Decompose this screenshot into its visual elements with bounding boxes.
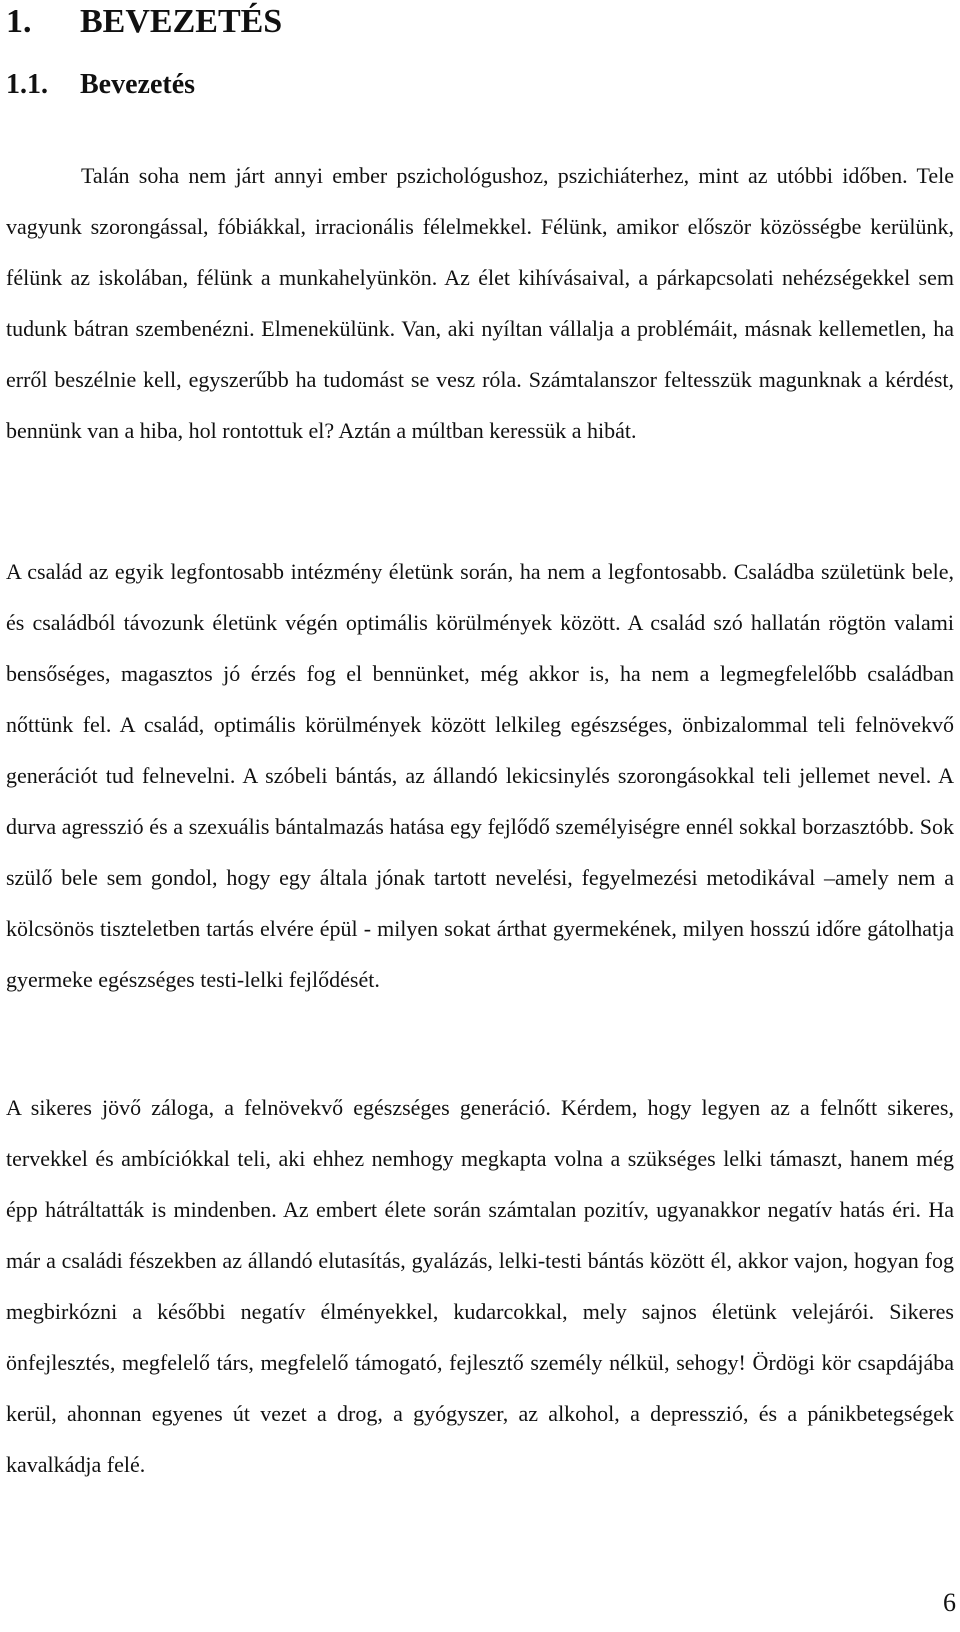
- body-paragraph-2: A család az egyik legfontosabb intézmény életünk során, ha nem a legfontosabb. Családba születünk bele, és családból távozunk életünk végén optimális körülmények között. A család szó hallatán rögtön valami bensőséges, magasztos jó érzés fog el bennünket, még akkor is, ha nem a legmegfelelőbb családban nőttünk fel. A család, optimális körülmények között lelkileg egészséges, önbizalommal teli felnövekvő generációt tud felnevelni. A szóbeli bántás, az állandó lekicsinylés szorongásokkal teli jellemet nevel. A durva agresszió és a szexuális bántalmazás hatása egy fejlődő személyiségre ennél sokkal borzasztóbb. Sok szülő bele sem gondol, hogy egy általa jónak tartott nevelési, fegyelmezési metodikával –amely nem a kölcsönös tiszteletben tartás elvére épül - milyen sokat árthat gyermekének, milyen hosszú időre gátolhatja gyermeke egészséges testi-lelki fejlődését.: [6, 559, 954, 992]
- section-title: Bevezetés: [80, 69, 196, 100]
- chapter-number: 1.: [6, 3, 32, 40]
- page-number: 6: [943, 1588, 956, 1617]
- section-heading: [6, 68, 195, 102]
- body-paragraph-1: Talán soha nem járt annyi ember pszichológushoz, pszichiáterhez, mint az utóbbi időben. Tele vagyunk szorongással, fóbiákkal, irracionális félelmekkel. Félünk, amikor először közösségbe kerülünk, félünk az iskolában, félünk a munkahelyünkön. Az élet kihívásaival, a párkapcsolati nehézségekkel sem tudunk bátran szembenézni. Elmenekülünk. Van, aki nyíltan vállalja a problémáit, másnak kellemetlen, ha erről beszélnie kell, egyszerűbb ha tudomást se vesz róla. Számtalanszor feltesszük magunknak a kérdést, bennünk van a hiba, hol rontottuk el? Aztán a múltban keressük a hibát.: [6, 163, 954, 443]
- section-number: 1.1.: [6, 69, 48, 100]
- chapter-heading: [6, 2, 282, 42]
- body-paragraph-3: A sikeres jövő záloga, a felnövekvő egészséges generáció. Kérdem, hogy legyen az a felnőtt sikeres, tervekkel és ambíciókkal teli, aki ehhez nemhogy megkapta volna a szükséges lelki támaszt, hanem még épp hátráltatták is mindenben. Az embert élete során számtalan pozitív, ugyanakkor negatív hatás éri. Ha már a családi fészekben az állandó elutasítás, gyalázás, lelki-testi bántás között él, akkor vajon, hogyan fog megbirkózni a későbbi negatív élményekkel, kudarcokkal, mely sajnos életünk velejárói. Sikeres önfejlesztés, megfelelő társ, megfelelő támogató, fejlesztő személy nélkül, sehogy! Ördögi kör csapdájába kerül, ahonnan egyenes út vezet a drog, a gyógyszer, az alkohol, a depresszió, és a pánikbetegségek kavalkádja felé.: [6, 1095, 954, 1477]
- chapter-title: BEVEZETÉS: [80, 3, 283, 40]
